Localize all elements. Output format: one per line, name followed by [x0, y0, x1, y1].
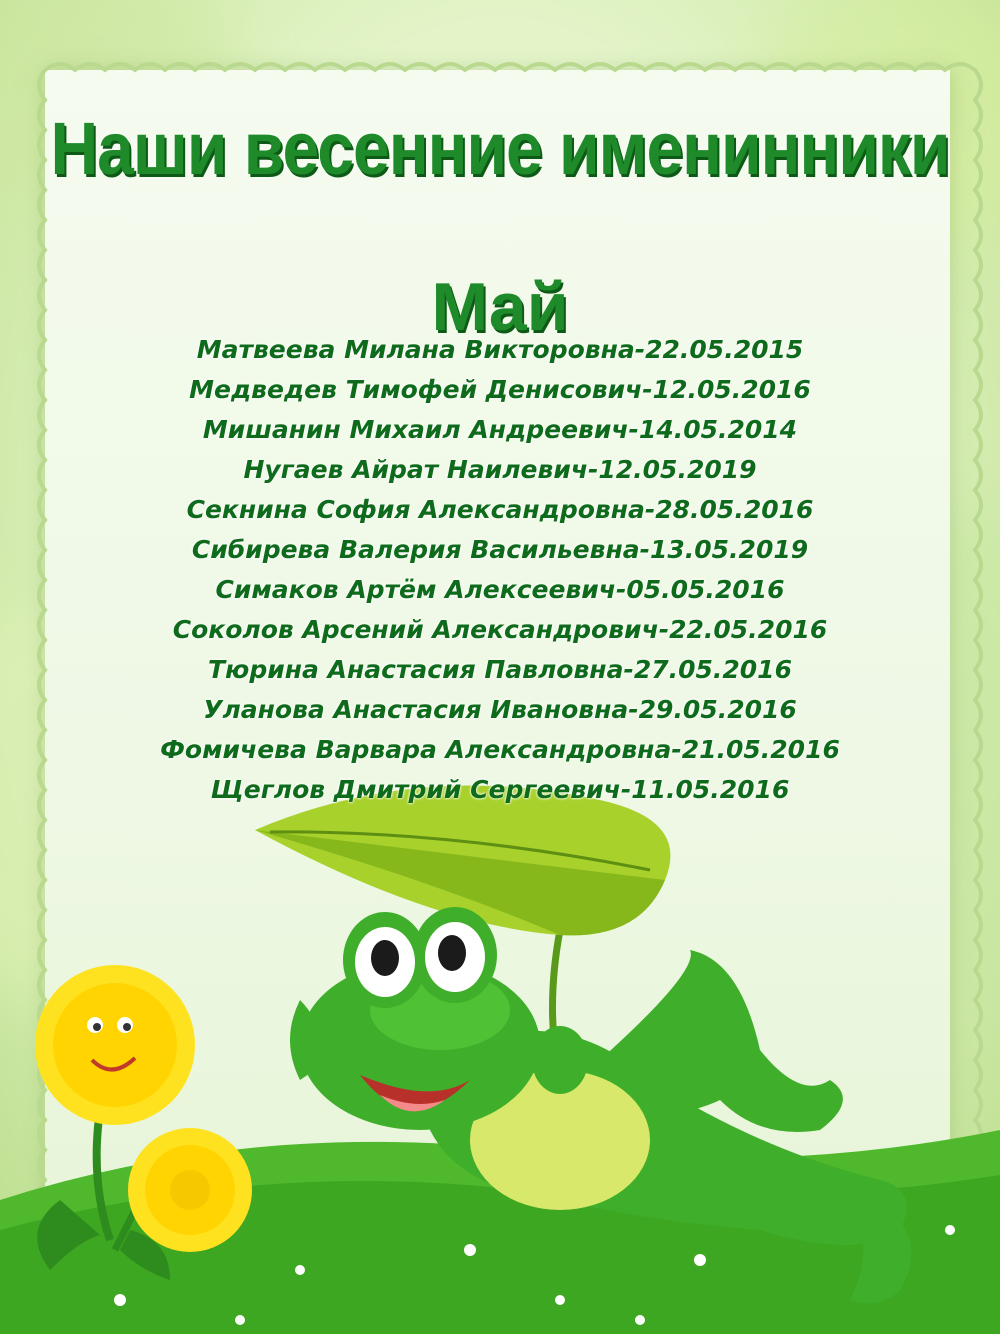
list-item: Щеглов Дмитрий Сергеевич-11.05.2016 — [210, 775, 790, 804]
list-item: Секнина София Александровна-28.05.2016 — [186, 495, 814, 524]
list-item: Мишанин Михаил Андреевич-14.05.2014 — [202, 415, 798, 444]
birthday-list — [0, 330, 1000, 810]
list-item: Нугаев Айрат Наилевич-12.05.2019 — [243, 455, 757, 484]
list-item: Соколов Арсений Александрович-22.05.2016 — [172, 615, 828, 644]
list-item: Матвеева Милана Викторовна-22.05.2015 — [196, 335, 804, 364]
list-item: Сибирева Валерия Васильевна-13.05.2019 — [191, 535, 809, 564]
page-title: Наши весенние именинники — [50, 106, 950, 190]
month-heading: Май — [431, 269, 569, 345]
list-item: Симаков Артём Алексеевич-05.05.2016 — [215, 575, 785, 604]
list-item: Фомичева Варвара Александровна-21.05.2016 — [160, 735, 840, 764]
list-item: Уланова Анастасия Ивановна-29.05.2016 — [203, 695, 797, 724]
list-item: Тюрина Анастасия Павловна-27.05.2016 — [208, 655, 792, 684]
list-item: Медведев Тимофей Денисович-12.05.2016 — [189, 375, 811, 404]
